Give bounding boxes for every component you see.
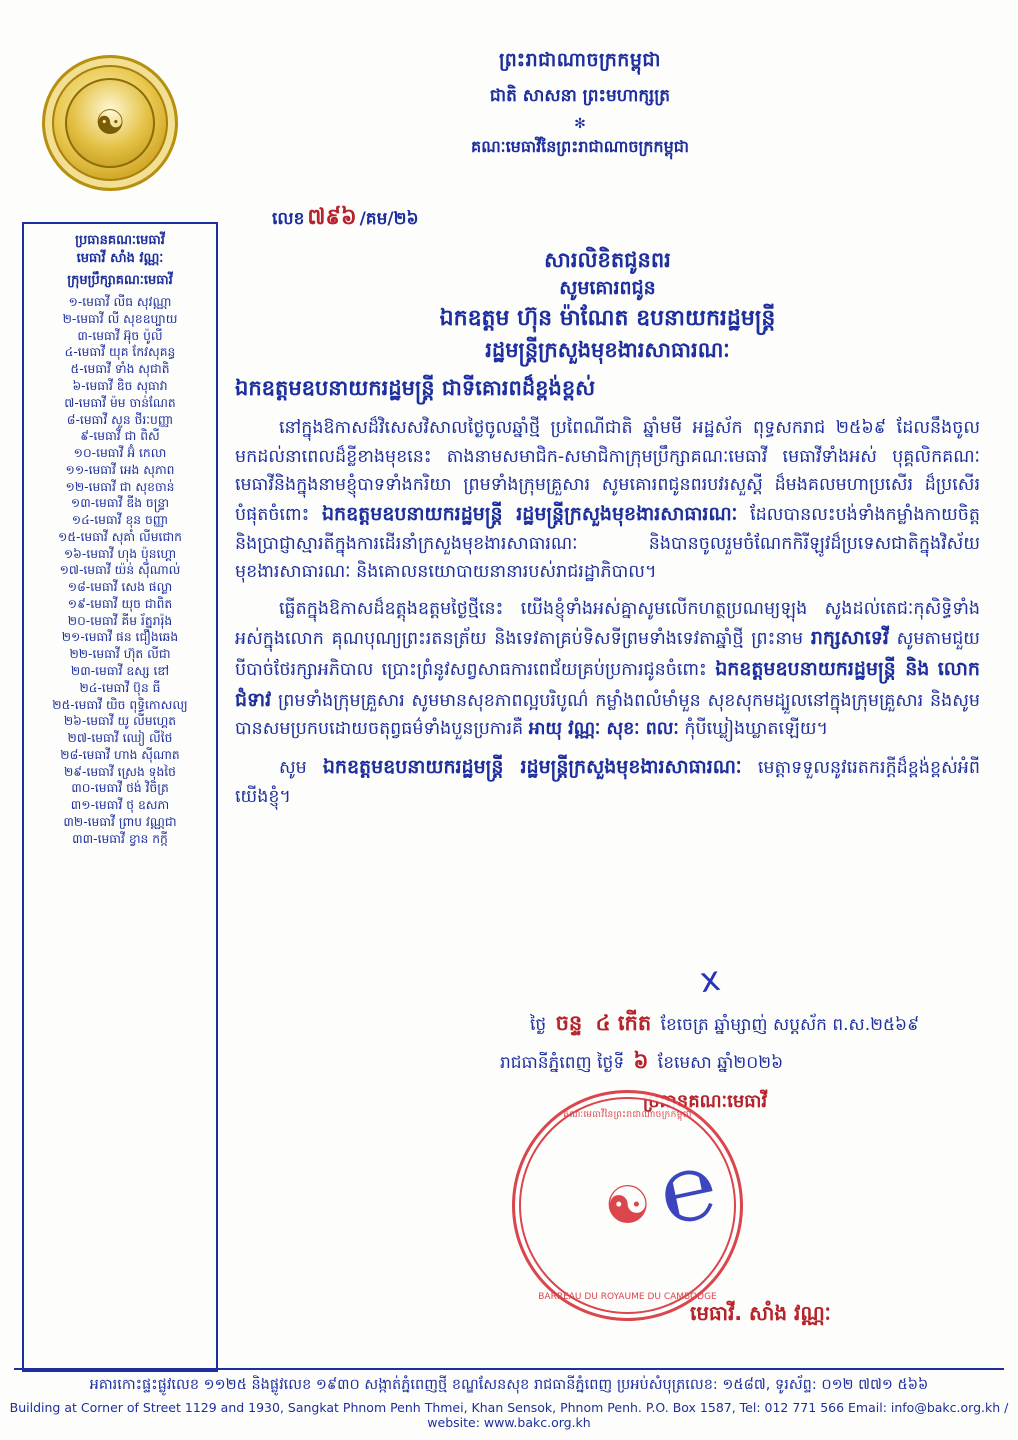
list-item: ២០-មេធាវី គីម រ័ត្នរារ៉ុង <box>67 613 173 628</box>
paragraph-2-emphasis-2: លោកជំទាវ <box>235 657 980 711</box>
list-item: ២៥-មេធាវី យិច ពុទ្ធិកោសល្យ <box>52 697 188 712</box>
paragraph-2-text-c: សូមតាមជួយបីបាច់ថែរក្សាអភិបាល ប្រោះព្រំនូវសព្វសាធការពេជ័យគ្រប់ប្រការជូនចំពោះ <box>235 629 980 680</box>
list-item: ២៩-មេធាវី ស្រេង ទុងថៃ <box>64 764 176 779</box>
handwritten-initial: x <box>697 958 723 1002</box>
paragraph-2-text-h: កុំបីឃ្លៀងឃ្លាតឡើយ។ <box>684 719 829 740</box>
paragraph-2-text-a: ធ្លើតក្នុងឱកាសដ៏ឧត្តុងឧត្តមថ្ងៃថ្មីនេះ យើងខ្ញុំទាំងអស់គ្នាសូមលើកហត្ថប្រណម្យឡុង សូងដល់តេជៈកុសិទ្ធិទាំងអស់ក្នុងលោក គុណបុណ្យព្រះរតនត្រ័យ និងទេវតាគ្រប់ទិសទីព្រមទាំងទេវតាឆ្នាំថ្មី ព្រះនាម <box>235 598 980 650</box>
list-item: ២៧-មេធាវី ឈៀ លីថៃ <box>67 731 173 746</box>
stamp-bottom-text: BARREAU DU ROYAUME DU CAMBODGE <box>538 1292 717 1302</box>
list-item: ៣១-មេធាវី ថុ ឧសភា <box>70 798 170 813</box>
list-item: ៥-មេធាវី ទាំង សុជាតិ <box>70 362 170 377</box>
list-item: ១៨-មេធាវី សេង ផល្លា <box>67 580 173 595</box>
paragraph-1-emphasis: ឯកឧត្តមឧបនាយករដ្ឋមន្ត្រី រដ្ឋមន្ត្រីក្រសួងមុខងារសាធារណៈ <box>322 503 738 526</box>
national-motto: ជាតិ សាសនា ព្រះមហាក្សត្រ <box>489 86 671 106</box>
date-weekday: ចន្ទ <box>555 1011 583 1035</box>
footer-divider <box>14 1368 1004 1370</box>
paragraph-2-text-f: ព្រមទាំងក្រុមគ្រួសារ សូមមានសុខភាពល្អបរិបូណ៌ កម្លាំងពលំមាំមួន សុខសុកមដ្បួលនៅក្នុងក្រុមគ្រួសារ និងសូមបានសមប្រកបដោយចតុព្វធម៌ទាំងបួនប្រការគឺ <box>235 690 980 740</box>
deity-name: រាក្សសាទេវី <box>810 627 889 650</box>
list-item: ៣៣-មេធាវី ខ្វាន កក្កី <box>72 831 168 846</box>
list-item: ១១-មេធាវី អេង សុភាព <box>65 462 175 477</box>
list-item: ៤-មេធាវី យុគ កែវសុគន្ធ <box>64 345 176 360</box>
list-item: ២-មេធាវី លី សុខឧប្បាយ <box>62 311 178 326</box>
letter-title-block <box>235 245 980 365</box>
list-item: ២៨-មេធាវី ហាង ស៊ីណាត <box>60 747 180 762</box>
list-item: ១៧-មេធាវី យ៉ន់ ស៊ីណាល់ <box>59 563 181 578</box>
list-item: ៨-មេធាវី សួន ថីរៈបញ្ញា <box>66 412 174 427</box>
national-emblem-icon <box>42 55 178 191</box>
paragraph-1 <box>235 414 980 586</box>
signer-role: ប្រធានគណៈមេធាវី <box>642 1091 768 1112</box>
list-item: ១៩-មេធាវី យុច ជាពិត <box>67 596 173 611</box>
paragraph-2-emphasis-1: ឯកឧត្តមឧបនាយករដ្ឋមន្ត្រី និង <box>715 657 930 680</box>
organization-name: គណៈមេធាវីនៃព្រះរាជាណាចក្រកម្ពុជា <box>471 137 689 156</box>
reference-line <box>272 203 418 235</box>
chair-title: ប្រធានគណៈមេធាវី <box>75 233 165 248</box>
footer-address-english: Building at Corner of Street 1129 and 1930, Sangkat Phnom Penh Thmei, Khan Sensok, Phnom Penh. P.O. Box 1587, Tel: 012 771 566 Email: info@bakc.org.kh / website: www.bakc.org.kh <box>9 1400 1009 1430</box>
paragraph-1-text-c: ដែលបានលះបង់ទាំងកម្លាំងកាយចិត្តនិងប្រាជ្ញាស្មារតីក្នុងការដើរនាំក្រសួងមុខងារសាធារណៈ និងបានចូលរួមចំណែកកិរីឡូវដ៏ប្រទេសជាតិក្នុងវិស័យមុខងារសាធារណៈ និងគោលនយោបាយនានារបស់រាជរដ្ឋាភិបាល។ <box>235 505 980 583</box>
reference-number: ៧៩៦ <box>307 205 357 230</box>
deity-figure-icon: ☯ <box>94 103 126 143</box>
khmer-date-line <box>530 1010 980 1041</box>
list-item: ២៤-មេធាវី ប៊ុន ធី <box>79 680 161 695</box>
paragraph-2 <box>235 595 980 744</box>
list-item: ២៦-មេធាវី យូ លីមហ្គេត <box>63 714 177 729</box>
emblem-inner <box>65 78 155 168</box>
list-item: ៦-មេធាវី ឌិច សុធាវា <box>72 378 168 393</box>
four-blessings: អាយុ វណ្ណៈ សុខៈ ពលៈ <box>528 719 679 740</box>
place-rest: ខែមេសា ឆ្នាំ២០២៦ <box>657 1053 784 1073</box>
list-item: ១៦-មេធាវី ហុង ប៉ុនហ្គោ <box>63 546 177 561</box>
signer-name: មេធាវី. សាំង វណ្ណៈ <box>690 1301 831 1325</box>
chair-name: មេធាវី សាំង វណ្ណៈ <box>76 250 164 266</box>
reference-suffix: /គម/២៦ <box>359 209 419 229</box>
list-item: ៣២-មេធាវី ព្រាប វណ្ណជា <box>63 814 177 829</box>
stamp-top-text: គណៈមេធាវីនៃព្រះរាជាណាចក្រកម្ពុជា <box>563 1110 692 1120</box>
date-rest: ខែចេត្រ ឆ្នាំម្សាញ់ សប្តស័ក ព.ស.២៥៦៩ <box>660 1015 920 1035</box>
letter-title: សារលិខិតជូនពរ <box>544 248 671 272</box>
list-item: ១៣-មេធាវី ឌីង ចន្ទ្រា <box>70 496 170 511</box>
letter-body <box>235 245 980 811</box>
kingdom-title: ព្រះរាជាណាចក្រកម្ពុជា <box>499 49 661 71</box>
paragraph-3-text-c: មេត្តាទទួលនូវរេតករក្តីដ៏ខ្ពង់ខ្ពស់អំពីយើងខ្ញុំ។ <box>235 757 980 807</box>
salutation: ឯកឧត្តមឧបនាយករដ្ឋមន្ត្រី ជាទីគោរពដ៏ខ្ពង់ខ្ពស់ <box>235 376 596 401</box>
list-item: ១៤-មេធាវី ខុន ចញ្ញា <box>71 513 169 528</box>
place-day: ៦ <box>633 1049 649 1073</box>
paragraph-1-text-a: នៅក្នុងឱកាសដ៏វិសេសវិសាលថ្ងៃចូលឆ្នាំថ្មី ប្រពៃណីជាតិ ឆ្នាំមមី អដ្ឋស័ក ពុទ្ធសករាជ ២៥៦៩ ដែលនឹងចូលមកដល់នាពេលដ៏ខ្លីខាងមុខនេះ តាងនាមសមាជិក-សមាជិកាក្រុមប្រឹក្សាគណៈមេធាវី មេធាវីទាំងអស់ បុគ្គលិកគណៈមេធាវីនិងក្នុងនាមខ្ញុំបាទទាំងករិយា ព្រមទាំងក្រុមគ្រួសារ សូមគោរពជូនពរបវរសួស្តី ដ៏មងគលមហាប្រសើរ ដ៏ប្រសើរបំផុតចំពោះ <box>235 418 980 526</box>
paragraph-3-emphasis: ឯកឧត្តមឧបនាយករដ្ឋមន្ត្រី រដ្ឋមន្ត្រីក្រសួងមុខងារសាធារណៈ <box>322 755 742 778</box>
list-item: ១៥-មេធាវី សុគាំ លីមជោក <box>58 529 182 544</box>
paragraph-3-text-a: សូម <box>279 757 307 778</box>
star-divider-icon: ✻ <box>574 116 586 132</box>
list-item: ២១-មេធាវី ផន ជឿងឆេង <box>61 630 179 645</box>
list-item: ១២-មេធាវី ជា សុខចាន់ <box>65 479 175 494</box>
list-item: ៩-មេធាវី ជា ពិសី <box>80 429 160 444</box>
members-title: ក្រុមប្រឹក្សាគណៈមេធាវី <box>67 273 173 289</box>
gregorian-date-line <box>500 1048 980 1079</box>
recipient-name: ឯកឧត្តម ហ៊ុន ម៉ាណែត ឧបនាយករដ្ឋមន្ត្រី <box>439 305 776 331</box>
place-prefix: រាជធានីភ្នំពេញ ថ្ងៃទី <box>500 1053 625 1073</box>
date-prefix: ថ្ងៃ <box>530 1015 547 1035</box>
handwritten-signature: ℮ <box>649 1130 726 1247</box>
paragraph-3 <box>235 752 980 811</box>
stamp-center-figure-icon: ☯ <box>604 1175 651 1236</box>
list-item: ៣-មេធាវី អ៊ុច ប៉ូលី <box>77 328 163 343</box>
list-item: ៧-មេធាវី ម៉ម ចាន់ណែត <box>64 395 176 410</box>
list-item: ២៣-មេធាវី ឧស្ស ឌៅ <box>70 663 170 678</box>
recipient-position: រដ្ឋមន្ត្រីក្រសួងមុខងារសាធារណៈ <box>485 337 730 362</box>
date-lunar-day: ៤ កើត <box>595 1011 652 1035</box>
document-footer <box>0 1368 1018 1430</box>
committee-sidebar <box>22 222 218 1372</box>
list-item: ១០-មេធាវី អ៊ំ កេលា <box>73 446 167 461</box>
list-item: ៣០-មេធាវី ថង់ វិចិត្រ <box>71 781 169 796</box>
document-header <box>300 48 860 160</box>
list-item: ១-មេធាវី លីធ សុវណ្ណា <box>68 295 172 310</box>
reference-prefix: លេខ <box>272 209 305 229</box>
list-item: ២២-មេធាវី ហ៊ុត លីជា <box>69 647 171 662</box>
letter-subtitle: សូមគោរពជូន <box>559 277 656 300</box>
footer-address-khmer: អគារកោះផ្ទះផ្លូវលេខ ១១២៥ និងផ្លូវលេខ ១៩៣០ សង្កាត់ភ្នំពេញថ្មី ខណ្ឌសែនសុខ រាជធានីភ្នំពេញ ប្រអប់សំបុត្រលេខ: ១៥៨៧, ទូរស័ព្ទ: ០១២ ៧៧១ ៥៦៦ <box>89 1377 929 1393</box>
signature-block <box>470 1010 980 1116</box>
